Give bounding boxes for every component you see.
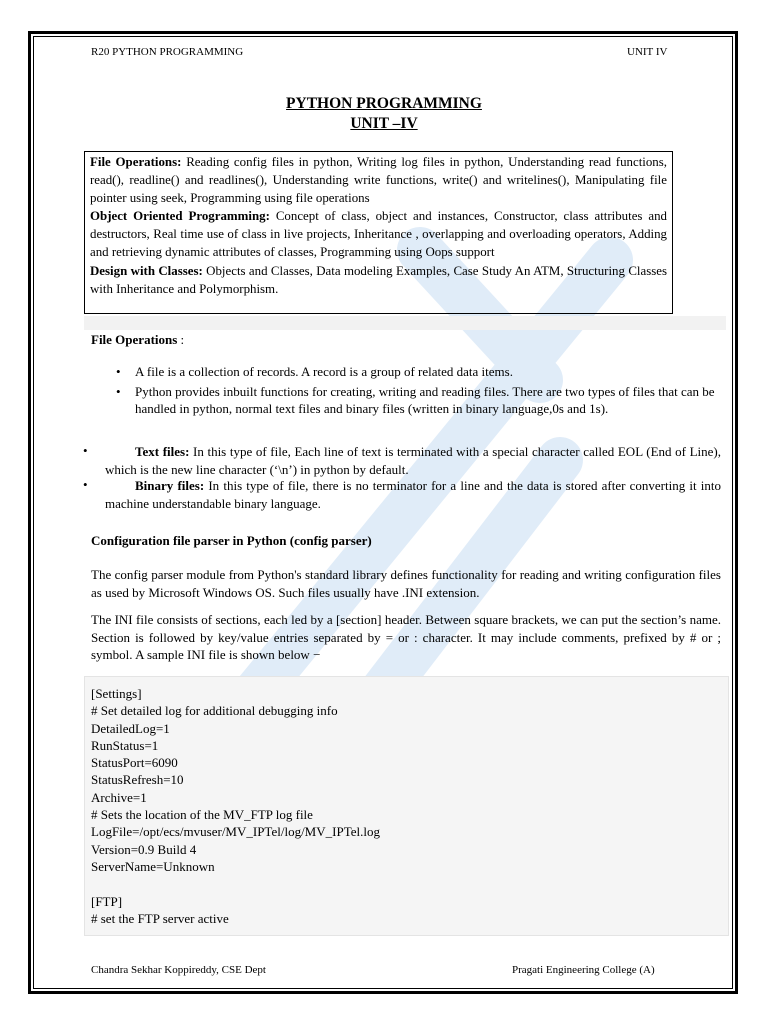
- header-course: R20 PYTHON PROGRAMMING: [91, 46, 244, 58]
- syllabus-heading: File Operations:: [90, 155, 182, 169]
- footer-author: Chandra Sekhar Koppireddy, CSE Dept: [91, 964, 266, 976]
- file-operations-list: [116, 363, 728, 420]
- text-files-para: [105, 443, 721, 478]
- syllabus-box: [84, 151, 673, 314]
- binary-files-label: Binary files:: [135, 478, 205, 493]
- file-operations-title: File Operations: [91, 332, 178, 347]
- file-operations-colon: :: [177, 332, 185, 347]
- binary-files-desc: In this type of file, there is no terminator for a line and the data is stored after converting it into machine understandable binary language.: [105, 478, 721, 511]
- code-line: StatusRefresh=10: [91, 772, 184, 788]
- page-title: PYTHON PROGRAMMING: [286, 95, 482, 112]
- config-parser-para1: The config parser module from Python's standard library defines functionality for reading and writing configuration files as used by Microsoft Windows OS. Such files usually have .INI extension.: [91, 567, 721, 600]
- footer-college: Pragati Engineering College (A): [512, 964, 655, 976]
- file-operations-heading: [91, 332, 184, 348]
- text-files-label: Text files:: [135, 444, 190, 459]
- config-parser-para2: The INI file consists of sections, each led by a [section] header. Between square brackets, we can put the section’s name. Section is followed by key/value entries separated by = or : character. It may include comments, prefixed by # or ; symbol. A sample INI file is shown below −: [91, 612, 721, 663]
- code-line: # Sets the location of the MV_FTP log file: [91, 807, 313, 823]
- list-item: • Python provides inbuilt functions for creating, writing and reading files. There are two types of files that can be handled in python, normal text files and binary files (written in binary language,0s and 1s).: [116, 383, 728, 418]
- header-unit: UNIT IV: [627, 46, 668, 58]
- syllabus-item: [90, 153, 667, 207]
- code-line: [Settings]: [91, 686, 142, 701]
- code-block: [84, 676, 729, 936]
- code-line: Version=0.9 Build 4: [91, 841, 197, 857]
- code-line: [FTP]: [91, 893, 123, 909]
- text-files-desc: In this type of file, Each line of text is terminated with a special character called EOL (End of Line), which is the new line character (‘\n’) in python by default.: [105, 444, 721, 477]
- code-line: LogFile=/opt/ecs/mvuser/MV_IPTel/log/MV_IPTel.log: [91, 824, 380, 840]
- binary-files-para: [105, 477, 721, 512]
- bullet-dot: •: [83, 443, 88, 458]
- code-line: StatusPort=6090: [91, 755, 178, 771]
- list-item: • A file is a collection of records. A record is a group of related data items.: [116, 363, 728, 381]
- config-parser-heading: Configuration file parser in Python (config parser): [91, 533, 372, 548]
- code-line: [91, 875, 728, 892]
- syllabus-text: Objects and Classes, Data modeling Examples, Case Study An ATM, Structuring Classes with Inheritance and Polymorphism.: [90, 263, 667, 296]
- syllabus-text: Reading config files in python, Writing log files in python, Understanding read functions, read(), readline() and readlines(), Understanding write functions, write() and writelines(), Manipulating file pointer using seek, Programming using file operations: [90, 155, 667, 206]
- syllabus-item: [90, 207, 667, 261]
- code-line: RunStatus=1: [91, 737, 159, 753]
- syllabus-text: Concept of class, object and instances, Constructor, class attributes and destructors, Real time use of class in live projects, Inheritance , overlapping and overloading operators, Adding and retrieving dynamic attributes of classes, Programming using Oops support: [90, 209, 667, 260]
- code-line: # set the FTP server active: [91, 910, 229, 926]
- code-line: DetailedLog=1: [91, 720, 170, 736]
- code-line: # Set detailed log for additional debugging info: [91, 703, 338, 719]
- syllabus-heading: Design with Classes:: [90, 263, 203, 278]
- syllabus-heading: Object Oriented Programming:: [90, 209, 270, 224]
- code-line: ServerName=Unknown: [91, 858, 215, 874]
- code-line: Archive=1: [91, 789, 147, 805]
- syllabus-item: [90, 262, 667, 298]
- page-subtitle: UNIT –IV: [350, 115, 418, 132]
- section-shade: [84, 316, 726, 330]
- bullet-dot: •: [83, 477, 88, 492]
